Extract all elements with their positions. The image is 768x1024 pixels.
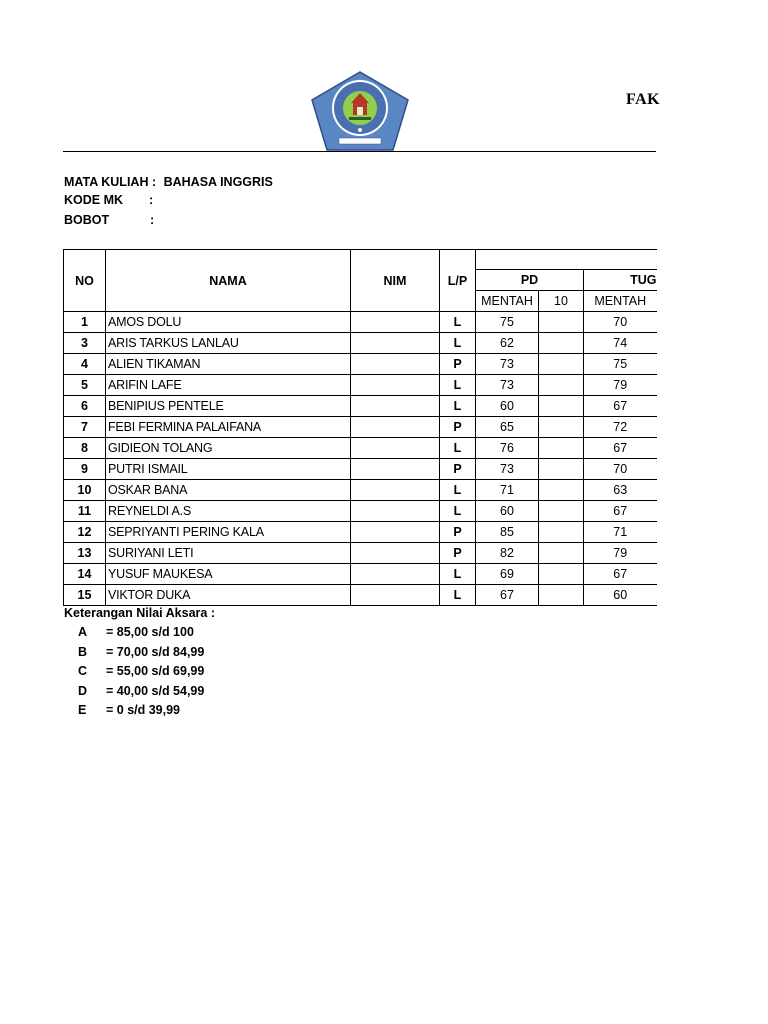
- table-row: [64, 543, 657, 564]
- table-row: [64, 333, 657, 354]
- cell-no: 11: [64, 501, 106, 522]
- cell-nim: [351, 564, 440, 585]
- cell-lp: P: [440, 417, 476, 438]
- cell-pd-mentah: 73: [476, 459, 539, 480]
- cell-tugas-mentah: 67: [584, 396, 657, 417]
- cell-pd-bobot: [539, 522, 584, 543]
- table-row: [64, 438, 657, 459]
- cell-pd-mentah: 82: [476, 543, 539, 564]
- table-row: [64, 501, 657, 522]
- kode-mk-colon: :: [149, 193, 154, 207]
- table-row: [64, 396, 657, 417]
- bobot-row: [64, 213, 155, 227]
- cell-pd-bobot: [539, 375, 584, 396]
- header-pd-bobot: 10: [539, 291, 584, 312]
- cell-pd-mentah: 60: [476, 396, 539, 417]
- keterangan-title: Keterangan Nilai Aksara :: [64, 606, 215, 620]
- cell-nama: ARIFIN LAFE: [106, 375, 351, 396]
- cell-tugas-mentah: 70: [584, 459, 657, 480]
- kode-mk-label: KODE MK: [64, 193, 124, 207]
- cell-nim: [351, 501, 440, 522]
- cell-tugas-mentah: 67: [584, 564, 657, 585]
- cell-tugas-mentah: 67: [584, 438, 657, 459]
- cell-tugas-mentah: 72: [584, 417, 657, 438]
- header-nama: NAMA: [106, 250, 351, 312]
- cell-nama: SEPRIYANTI PERING KALA: [106, 522, 351, 543]
- cell-no: 7: [64, 417, 106, 438]
- cell-tugas-mentah: 67: [584, 501, 657, 522]
- cell-tugas-mentah: 63: [584, 480, 657, 501]
- cell-tugas-mentah: 79: [584, 543, 657, 564]
- cell-lp: L: [440, 333, 476, 354]
- cell-pd-bobot: [539, 501, 584, 522]
- cell-no: 5: [64, 375, 106, 396]
- cell-nim: [351, 438, 440, 459]
- cell-nama: FEBI FERMINA PALAIFANA: [106, 417, 351, 438]
- cell-pd-bobot: [539, 543, 584, 564]
- cell-nama: ARIS TARKUS LANLAU: [106, 333, 351, 354]
- cell-lp: P: [440, 543, 476, 564]
- header-lp: L/P: [440, 250, 476, 312]
- cell-nim: [351, 417, 440, 438]
- cell-nama: VIKTOR DUKA: [106, 585, 351, 606]
- cell-no: 1: [64, 312, 106, 333]
- header-divider: [63, 151, 656, 152]
- cell-nama: GIDIEON TOLANG: [106, 438, 351, 459]
- cell-lp: P: [440, 459, 476, 480]
- cell-lp: L: [440, 438, 476, 459]
- cell-no: 9: [64, 459, 106, 480]
- cell-nim: [351, 312, 440, 333]
- cell-nama: SURIYANI LETI: [106, 543, 351, 564]
- table-row: [64, 375, 657, 396]
- mata-kuliah-value: BAHASA INGGRIS: [163, 175, 273, 189]
- cell-pd-mentah: 75: [476, 312, 539, 333]
- keterangan-grade: A: [78, 625, 88, 639]
- cell-pd-mentah: 71: [476, 480, 539, 501]
- header-nim: NIM: [351, 250, 440, 312]
- cell-tugas-mentah: 60: [584, 585, 657, 606]
- cell-pd-bobot: [539, 354, 584, 375]
- cell-nim: [351, 480, 440, 501]
- cell-nim: [351, 585, 440, 606]
- keterangan-range: = 85,00 s/d 100: [106, 625, 194, 639]
- cell-tugas-mentah: 75: [584, 354, 657, 375]
- cell-nim: [351, 522, 440, 543]
- keterangan-range: = 0 s/d 39,99: [106, 703, 181, 717]
- cell-no: 13: [64, 543, 106, 564]
- cell-tugas-mentah: 71: [584, 522, 657, 543]
- faculty-title-partial: FAK: [626, 91, 661, 108]
- bobot-label: BOBOT: [64, 213, 110, 227]
- cell-nim: [351, 354, 440, 375]
- cell-nim: [351, 396, 440, 417]
- cell-no: 12: [64, 522, 106, 543]
- cell-nama: AMOS DOLU: [106, 312, 351, 333]
- cell-pd-mentah: 76: [476, 438, 539, 459]
- cell-nama: ALIEN TIKAMAN: [106, 354, 351, 375]
- cell-nim: [351, 375, 440, 396]
- cell-pd-bobot: [539, 396, 584, 417]
- cell-pd-mentah: 85: [476, 522, 539, 543]
- cell-lp: L: [440, 564, 476, 585]
- cell-tugas-mentah: 74: [584, 333, 657, 354]
- cell-no: 10: [64, 480, 106, 501]
- cell-lp: P: [440, 522, 476, 543]
- kode-mk-row: [64, 193, 154, 207]
- cell-pd-mentah: 65: [476, 417, 539, 438]
- header-tugas-partial: TUG: [584, 270, 657, 291]
- header-pd: PD: [476, 270, 584, 291]
- table-row: [64, 459, 657, 480]
- table-row: [64, 354, 657, 375]
- cell-nama: REYNELDI A.S: [106, 501, 351, 522]
- cell-no: 15: [64, 585, 106, 606]
- cell-nim: [351, 459, 440, 480]
- keterangan-grade: E: [78, 703, 87, 717]
- cell-pd-mentah: 60: [476, 501, 539, 522]
- header-pd-mentah: MENTAH: [476, 291, 539, 312]
- table-row: [64, 480, 657, 501]
- cell-nama: BENIPIUS PENTELE: [106, 396, 351, 417]
- table-row: [64, 564, 657, 585]
- cell-no: 3: [64, 333, 106, 354]
- cell-lp: L: [440, 396, 476, 417]
- cell-lp: L: [440, 501, 476, 522]
- grade-table: [63, 249, 657, 606]
- cell-pd-mentah: 73: [476, 375, 539, 396]
- keterangan-grade: C: [78, 664, 88, 678]
- keterangan-grade: D: [78, 683, 88, 698]
- keterangan-grade: B: [78, 644, 88, 659]
- cell-pd-bobot: [539, 417, 584, 438]
- table-row: [64, 312, 657, 333]
- cell-tugas-mentah: 79: [584, 375, 657, 396]
- header-group-empty: [476, 250, 657, 270]
- cell-lp: P: [440, 354, 476, 375]
- cell-lp: L: [440, 585, 476, 606]
- cell-no: 14: [64, 564, 106, 585]
- cell-pd-bobot: [539, 480, 584, 501]
- cell-nama: OSKAR BANA: [106, 480, 351, 501]
- cell-nama: YUSUF MAUKESA: [106, 564, 351, 585]
- cell-no: 6: [64, 396, 106, 417]
- cell-nim: [351, 543, 440, 564]
- table-row: [64, 585, 657, 606]
- cell-pd-bobot: [539, 333, 584, 354]
- cell-pd-mentah: 67: [476, 585, 539, 606]
- cell-pd-bobot: [539, 312, 584, 333]
- cell-lp: L: [440, 375, 476, 396]
- header-no: NO: [64, 250, 106, 312]
- keterangan-range: = 55,00 s/d 69,99: [106, 664, 205, 678]
- cell-no: 8: [64, 438, 106, 459]
- table-row: [64, 522, 657, 543]
- cell-nim: [351, 333, 440, 354]
- cell-pd-bobot: [539, 564, 584, 585]
- keterangan-range: = 70,00 s/d 84,99: [106, 644, 205, 659]
- cell-no: 4: [64, 354, 106, 375]
- cell-pd-mentah: 69: [476, 564, 539, 585]
- cell-pd-bobot: [539, 585, 584, 606]
- university-logo: [309, 70, 411, 152]
- mata-kuliah-label: MATA KULIAH :: [64, 175, 157, 189]
- keterangan-range: = 40,00 s/d 54,99: [106, 683, 205, 698]
- cell-nama: PUTRI ISMAIL: [106, 459, 351, 480]
- cell-pd-bobot: [539, 438, 584, 459]
- bobot-colon: :: [150, 213, 155, 227]
- mata-kuliah-row: [64, 175, 273, 189]
- cell-pd-mentah: 62: [476, 333, 539, 354]
- header-tugas-mentah: MENTAH: [584, 291, 657, 312]
- cell-pd-mentah: 73: [476, 354, 539, 375]
- cell-lp: L: [440, 480, 476, 501]
- cell-pd-bobot: [539, 459, 584, 480]
- cell-tugas-mentah: 70: [584, 312, 657, 333]
- cell-lp: L: [440, 312, 476, 333]
- table-row: [64, 417, 657, 438]
